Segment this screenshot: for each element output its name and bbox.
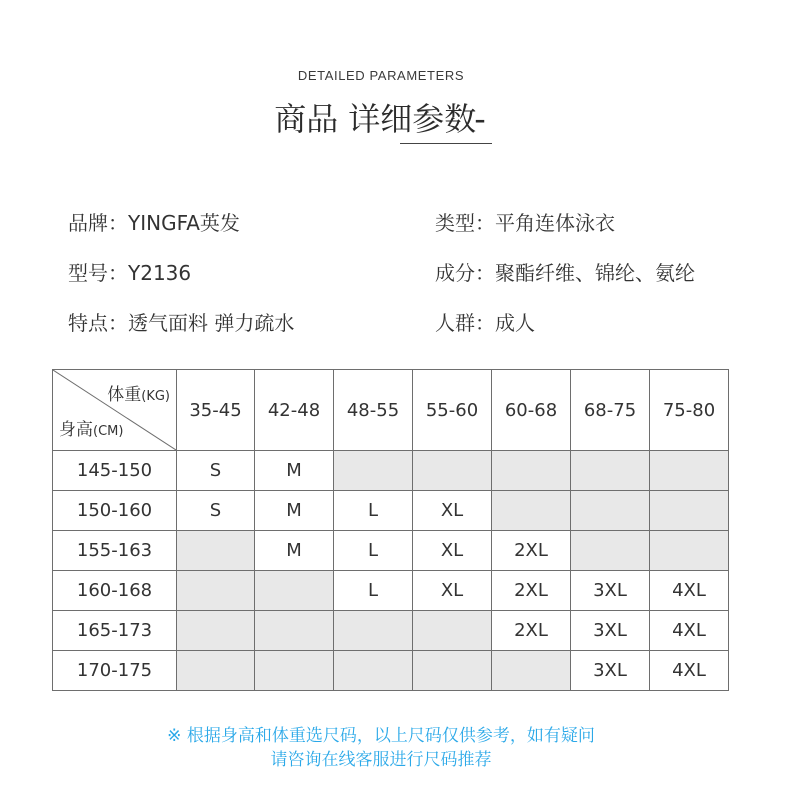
table-corner-cell: [53, 370, 177, 451]
empty-size-cell: [413, 451, 492, 491]
size-cell: M: [255, 531, 334, 571]
height-range-cell: 170-175: [53, 651, 177, 691]
spec-audience: 人群：成人: [435, 311, 535, 335]
table-row: [53, 651, 729, 691]
height-range-cell: 165-173: [53, 611, 177, 651]
size-cell: 4XL: [650, 611, 729, 651]
empty-size-cell: [255, 651, 334, 691]
page-title: [0, 94, 762, 140]
weight-label-text: 体重: [107, 385, 142, 405]
spec-model: 型号：Y2136: [68, 261, 192, 285]
weight-axis-label: [107, 380, 170, 405]
empty-size-cell: [492, 451, 571, 491]
empty-size-cell: [255, 611, 334, 651]
height-range-cell: 155-163: [53, 531, 177, 571]
height-label-text: 身高: [59, 420, 93, 440]
empty-size-cell: [650, 531, 729, 571]
empty-size-cell: [650, 491, 729, 531]
title-part-product: 商品: [274, 100, 339, 138]
size-cell: 2XL: [492, 531, 571, 571]
empty-size-cell: [334, 611, 413, 651]
weight-range-header: 35-45: [177, 370, 255, 451]
spec-type: 类型：平角连体泳衣: [435, 211, 615, 235]
size-note-line-1: ※ 根据身高和体重选尺码，以上尺码仅供参考，如有疑问: [167, 726, 595, 746]
weight-unit: (KG): [141, 389, 170, 404]
empty-size-cell: [413, 611, 492, 651]
empty-size-cell: [650, 451, 729, 491]
weight-range-header: 42-48: [255, 370, 334, 451]
empty-size-cell: [255, 571, 334, 611]
size-cell: M: [255, 491, 334, 531]
weight-range-header: 60-68: [492, 370, 571, 451]
empty-size-cell: [177, 651, 255, 691]
height-range-cell: 160-168: [53, 571, 177, 611]
size-cell: S: [177, 491, 255, 531]
size-cell: L: [334, 531, 413, 571]
size-cell: XL: [413, 531, 492, 571]
empty-size-cell: [334, 651, 413, 691]
empty-size-cell: [334, 451, 413, 491]
section-subtitle: DETAILED PARAMETERS: [297, 68, 465, 83]
weight-range-header: 68-75: [571, 370, 650, 451]
spec-material: 成分：聚酯纤维、锦纶、氨纶: [435, 261, 695, 285]
size-cell: XL: [413, 491, 492, 531]
spec-brand: 品牌：YINGFA英发: [68, 211, 240, 235]
size-cell: 3XL: [571, 611, 650, 651]
table-header-row: [53, 370, 729, 451]
spec-features: 特点：透气面料 弹力疏水: [68, 311, 295, 335]
empty-size-cell: [177, 571, 255, 611]
size-cell: M: [255, 451, 334, 491]
size-cell: 4XL: [650, 571, 729, 611]
size-cell: 2XL: [492, 611, 571, 651]
height-range-cell: 145-150: [53, 451, 177, 491]
empty-size-cell: [571, 491, 650, 531]
empty-size-cell: [177, 531, 255, 571]
empty-size-cell: [413, 651, 492, 691]
size-chart-table: [52, 369, 729, 691]
table-row: [53, 611, 729, 651]
weight-range-header: 75-80: [650, 370, 729, 451]
table-row: [53, 491, 729, 531]
size-cell: XL: [413, 571, 492, 611]
table-row: [53, 451, 729, 491]
empty-size-cell: [492, 651, 571, 691]
height-unit: (CM): [93, 424, 124, 439]
size-cell: 4XL: [650, 651, 729, 691]
size-cell: L: [334, 571, 413, 611]
table-row: [53, 571, 729, 611]
height-axis-label: [59, 415, 123, 440]
size-cell: L: [334, 491, 413, 531]
weight-range-header: 55-60: [413, 370, 492, 451]
height-range-cell: 150-160: [53, 491, 177, 531]
title-dash: -: [474, 100, 486, 138]
weight-range-header: 48-55: [334, 370, 413, 451]
size-cell: 3XL: [571, 571, 650, 611]
empty-size-cell: [177, 611, 255, 651]
empty-size-cell: [571, 451, 650, 491]
size-cell: 3XL: [571, 651, 650, 691]
size-cell: S: [177, 451, 255, 491]
empty-size-cell: [571, 531, 650, 571]
empty-size-cell: [492, 491, 571, 531]
size-note-line-2: 请咨询在线客服进行尺码推荐: [270, 750, 492, 770]
title-part-details: 详细参数: [348, 100, 477, 138]
size-cell: 2XL: [492, 571, 571, 611]
table-row: [53, 531, 729, 571]
title-underline: [400, 143, 492, 144]
